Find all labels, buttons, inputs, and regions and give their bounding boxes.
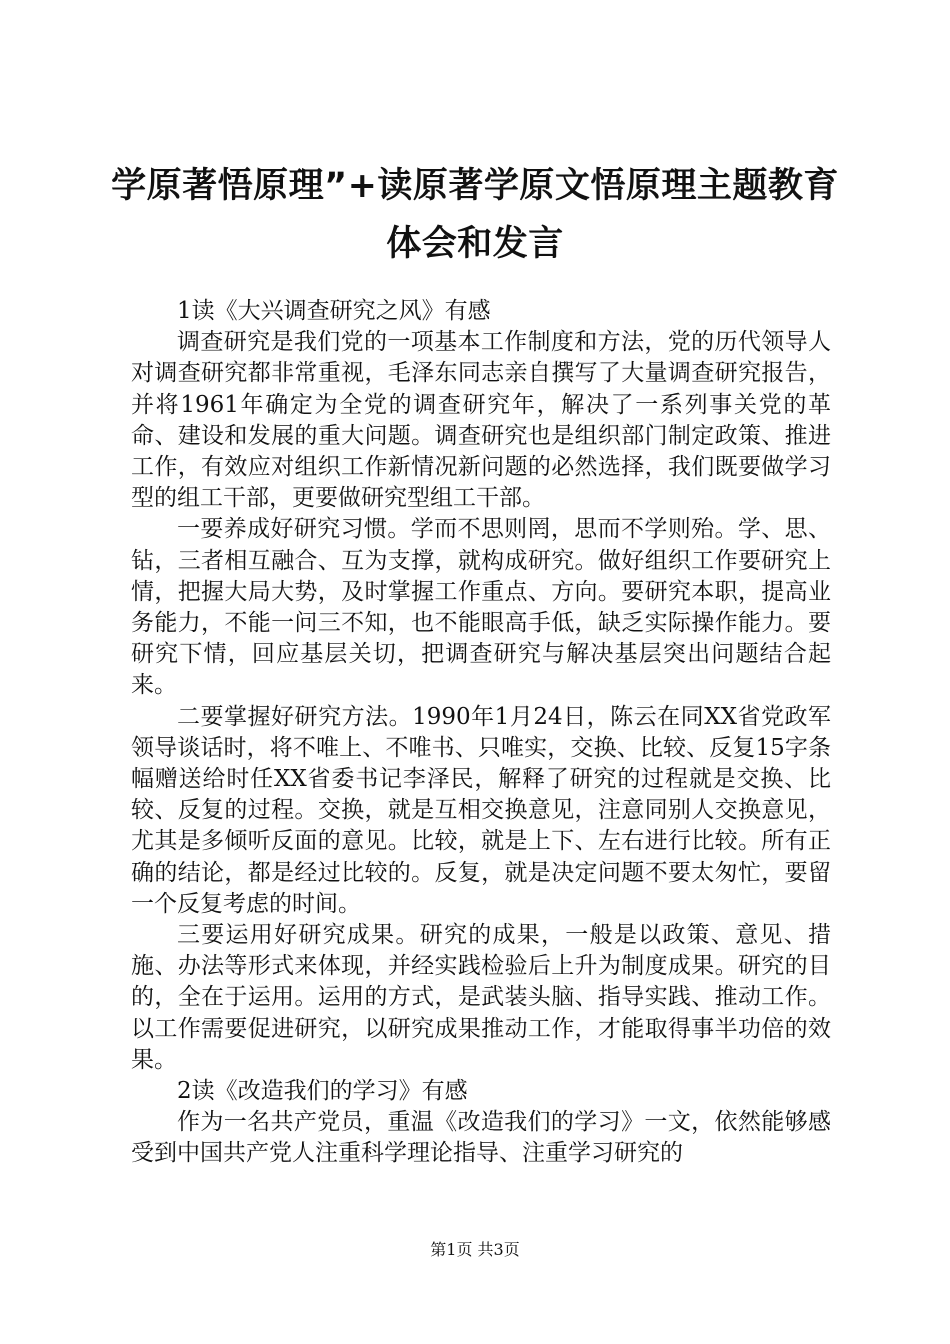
- body-paragraph: 三要运用好研究成果。研究的成果，一般是以政策、意见、措施、办法等形式来体现，并经实践检验后上升为制度成果。研究的目的，全在于运用。运用的方式，是武装头脑、指导实践、推动工作。以工作需要促进研究，以研究成果推动工作，才能取得事半功倍的效果。: [131, 922, 831, 1073]
- document-title: 学原著悟原理”+读原著学原文悟原理主题教育体会和发言: [111, 166, 839, 264]
- body-paragraph: 作为一名共产党员，重温《改造我们的学习》一文，依然能够感受到中国共产党人注重科学理论指导、注重学习研究的: [131, 1109, 831, 1167]
- body-paragraph: 调查研究是我们党的一项基本工作制度和方法，党的历代领导人对调查研究都非常重视，毛泽东同志亲自撰写了大量调查研究报告，并将1961年确定为全党的调查研究年，解决了一系列事关党的革命、建设和发展的重大问题。调查研究也是组织部门制定政策、推进工作，有效应对组织工作新情况新问题的必然选择，我们既要做学习型的组工干部，更要做研究型组工干部。: [131, 329, 831, 512]
- document-body: [131, 296, 831, 1170]
- body-paragraph: 一要养成好研究习惯。学而不思则罔，思而不学则殆。学、思、钻，三者相互融合、互为支撑，就构成研究。做好组织工作要研究上情，把握大局大势，及时掌握工作重点、方向。要研究本职，提高业务能力，不能一问三不知，也不能眼高手低，缺乏实际操作能力。要研究下情，回应基层关切，把调查研究与解决基层突出问题结合起来。: [131, 516, 831, 699]
- body-paragraph: 二要掌握好研究方法。1990年1月24日，陈云在同XX省党政军领导谈话时，将不唯上、不唯书、只唯实，交换、比较、反复15字条幅赠送给时任XX省委书记李泽民，解释了研究的过程就是交换、比较、反复的过程。交换，就是互相交换意见，注意同别人交换意见，尤其是多倾听反面的意见。比较，就是上下、左右进行比较。所有正确的结论，都是经过比较的。反复，就是决定问题不要太匆忙，要留一个反复考虑的时间。: [131, 703, 831, 917]
- section-heading: 1读《大兴调查研究之风》有感: [177, 298, 491, 324]
- page-footer: 第1页 共3页: [430, 1240, 520, 1259]
- section-heading: 2读《改造我们的学习》有感: [177, 1078, 468, 1105]
